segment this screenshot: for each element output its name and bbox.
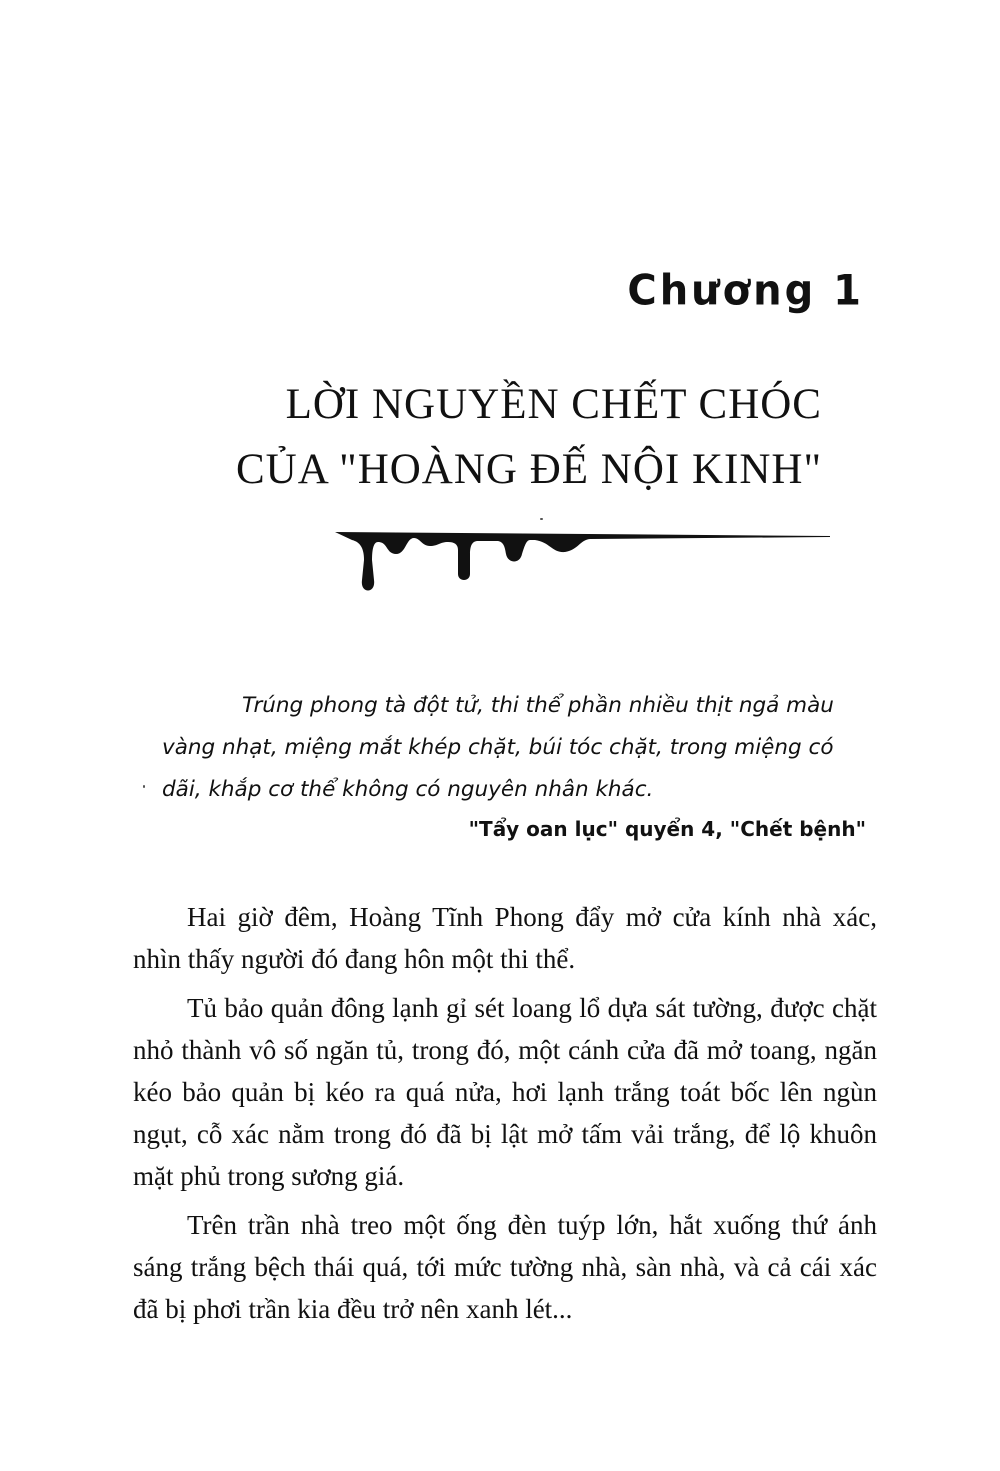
epigraph-source: "Tẩy oan lục" quyển 4, "Chết bệnh": [468, 817, 866, 841]
paragraph: Hai giờ đêm, Hoàng Tĩnh Phong đẩy mở cửa kính nhà xác, nhìn thấy người đó đang hôn một thi thể.: [133, 902, 877, 974]
epigraph-text: Trúng phong tà đột tử, thi thể phần nhiều thịt ngả màu vàng nhạt, miệng mắt khép chặt, búi tóc chặt, trong miệng có dãi, khắp cơ thể không có nguyên nhân khác.: [162, 693, 834, 802]
chapter-label: Chương 1: [627, 266, 864, 316]
epigraph: [162, 685, 872, 811]
paragraph: Tủ bảo quản đông lạnh gỉ sét loang lổ dựa sát tường, được chặt nhỏ thành vô số ngăn tủ, trong đó, một cánh cửa đã mở toang, ngăn kéo bảo quản bị kéo ra quá nửa, hơi lạnh trắng toát bốc lên ngùn ngụt, cỗ xác nằm trong đó đã bị lật mở tấm vải trắng, để lộ khuôn mặt phủ trong sương giá.: [133, 993, 877, 1191]
scan-speck: [143, 785, 145, 788]
dripping-divider-ornament: [330, 520, 840, 600]
scan-speck: [540, 518, 543, 520]
body-text: [133, 896, 877, 1337]
chapter-title-line-2: CỦA "HOÀNG ĐẾ NỘI KINH": [235, 446, 822, 493]
chapter-title-line-1: LỜI NGUYỀN CHẾT CHÓC: [285, 381, 822, 428]
paragraph: Trên trần nhà treo một ống đèn tuýp lớn, hắt xuống thứ ánh sáng trắng bệch thái quá, tới mức tường nhà, sàn nhà, và cả cái xác đã bị phơi trần kia đều trở nên xanh lét...: [133, 1210, 877, 1324]
